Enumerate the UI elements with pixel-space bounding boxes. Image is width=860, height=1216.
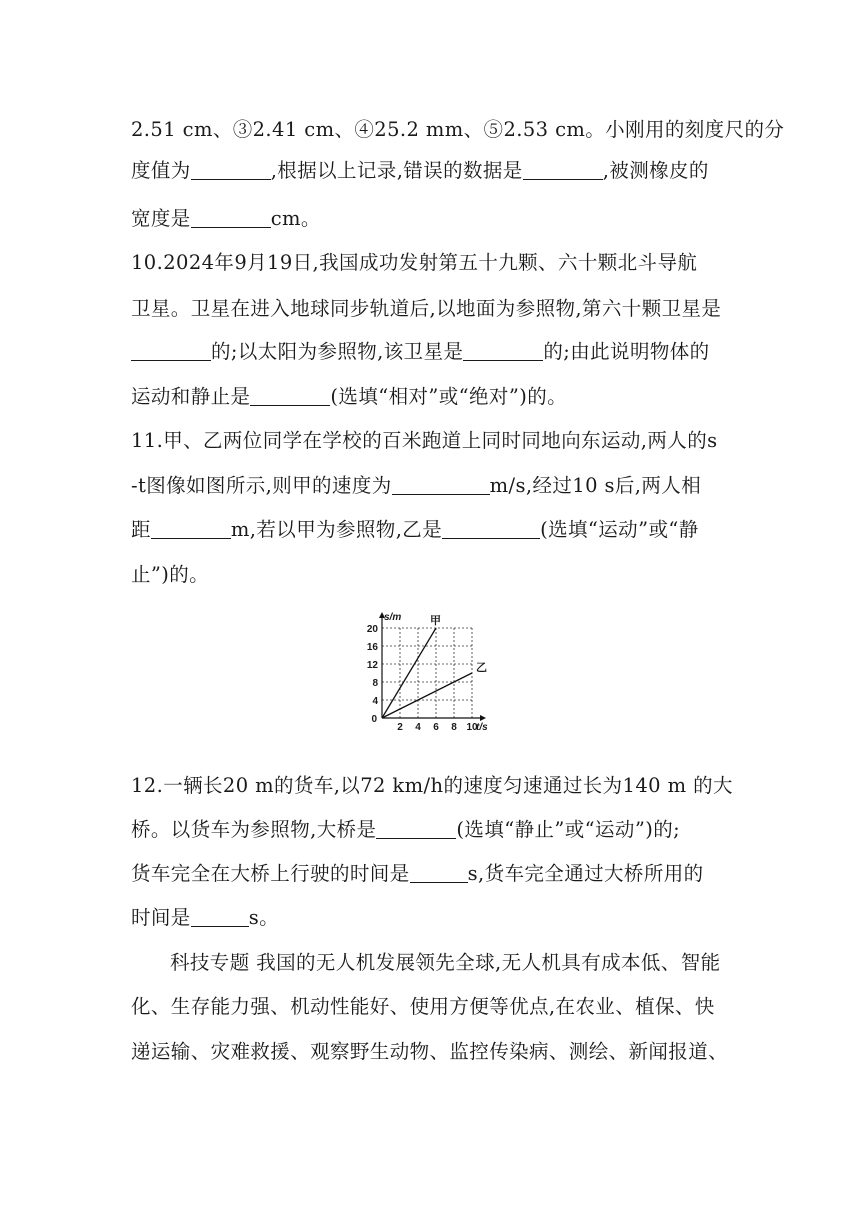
x-tick-label: 6 [433, 722, 439, 730]
q10-line-1: 10.2024年9月19日,我国成功发射第五十九颗、六十颗北斗导航 [131, 251, 698, 274]
q10-line-3: 的;以太阳为参照物,该卫星是 的;由此说明物体的 [131, 340, 710, 364]
q10-line-4: 运动和静止是 (选填“相对”或“绝对”)的。 [131, 385, 567, 408]
answer-blank[interactable] [191, 161, 271, 180]
y-tick-label: 8 [372, 678, 378, 689]
topic-line-3: 递运输、灾难救援、观察野生动物、监控传染病、测绘、新闻报道、 [131, 1040, 729, 1063]
answer-blank[interactable] [376, 820, 456, 839]
q12-line-3: 货车完全在大桥上行驶的时间是 s,货车完全通过大桥所用的 [131, 862, 704, 885]
topic-line-1: 科技专题 我国的无人机发展领先全球,无人机具有成本低、智能 [170, 951, 721, 974]
answer-blank[interactable] [250, 387, 330, 406]
x-tick-label: 8 [451, 722, 457, 730]
q10-line-2: 卫星。卫星在进入地球同步轨道后,以地面为参照物,第六十颗卫星是 [131, 297, 722, 320]
answer-blank[interactable] [151, 520, 231, 539]
y-tick-label: 16 [366, 642, 378, 653]
q11-line-3: 距 m,若以甲为参照物,乙是 (选填“运动”或“静 [131, 518, 699, 541]
q9-line-2: 度值为 ,根据以上记录,错误的数据是 ,被测橡皮的 [131, 159, 709, 182]
q11-line-4: 止”)的。 [131, 563, 210, 586]
topic-line-2: 化、生存能力强、机动性能好、使用方便等优点,在农业、植保、快 [131, 995, 715, 1018]
series-label: 乙 [476, 661, 487, 674]
y-tick-label: 4 [372, 696, 378, 707]
y-tick-label: 12 [366, 660, 378, 671]
q9-line-1: 2.51 cm、③2.41 cm、④25.2 mm、⑤2.53 cm。小刚用的刻度尺的分 [131, 118, 785, 141]
q11-line-2: -t图像如图所示,则甲的速度为 m/s,经过10 s后,两人相 [131, 474, 702, 497]
y-tick-label: 20 [366, 624, 378, 635]
y-axis-label: s/m [384, 612, 402, 623]
origin-label: 0 [371, 714, 377, 725]
answer-blank[interactable] [191, 908, 249, 927]
chart-grid [382, 628, 472, 718]
x-tick-label: 4 [415, 722, 421, 730]
answer-blank[interactable] [442, 520, 540, 539]
answer-blank[interactable] [131, 342, 211, 361]
series-label: 甲 [430, 614, 441, 627]
answer-blank[interactable] [191, 209, 271, 228]
answer-blank[interactable] [523, 161, 603, 180]
x-tick-label: 2 [397, 722, 403, 730]
x-axis-arrow [480, 715, 486, 721]
answer-blank[interactable] [463, 342, 543, 361]
q9-line-3: 宽度是 cm。 [131, 207, 321, 230]
q12-line-4: 时间是 s。 [131, 906, 280, 929]
q11-line-1: 11.甲、乙两位同学在学校的百米跑道上同时同地向东运动,两人的s [131, 429, 718, 452]
answer-blank[interactable] [392, 476, 490, 495]
q12-line-2: 桥。以货车为参照物,大桥是 (选填“静止”或“运动”)的; [131, 818, 681, 841]
st-graph [364, 600, 504, 730]
q12-line-1: 12.一辆长20 m的货车,以72 km/h的速度匀速通过长为140 m 的大 [131, 774, 733, 797]
x-axis-label: t/s [476, 722, 488, 730]
x-tick-label: 10 [466, 722, 478, 730]
chart-series [382, 614, 487, 718]
answer-blank[interactable] [410, 864, 468, 883]
